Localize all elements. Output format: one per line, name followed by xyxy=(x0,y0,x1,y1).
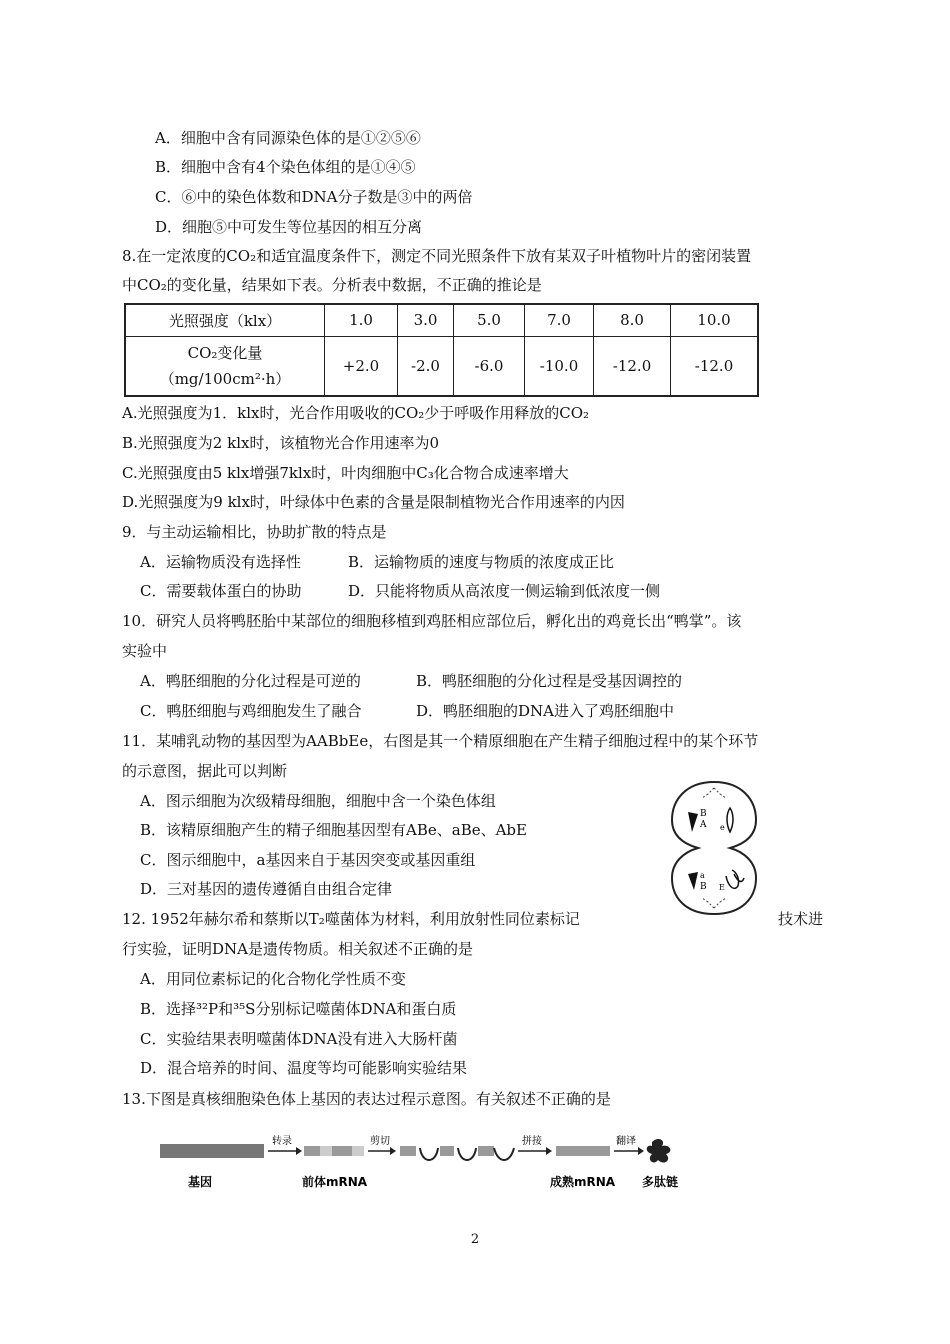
fig-label-b-top: B xyxy=(700,809,707,819)
q7-option-d: D．细胞⑤中可发生等位基因的相互分离 xyxy=(155,218,423,236)
q8-stem-line2: 中CO₂的变化量，结果如下表。分析表中数据，不正确的推论是 xyxy=(122,276,542,294)
step-translation-label: 翻译 xyxy=(616,1136,636,1147)
fig-label-a-bottom: a xyxy=(700,871,705,880)
step-join-label: 拼接 xyxy=(522,1136,542,1147)
table-row xyxy=(125,336,758,396)
light-intensity-header: 光照强度（klx） xyxy=(125,304,325,336)
q11-stem-line1: 11．某哺乳动物的基因型为AABbEe，右图是其一个精原细胞在产生精子细胞过程中的某个环节 xyxy=(122,732,759,750)
label-gene: 基因 xyxy=(188,1175,213,1189)
q9-option-c: C．需要载体蛋白的协助 xyxy=(140,582,302,600)
q11-option-d: D．三对基因的遗传遵循自由组合定律 xyxy=(140,880,393,898)
table-cell: 5.0 xyxy=(454,304,525,336)
fig-label-e-top: e xyxy=(720,823,725,832)
q12-option-d: D．混合培养的时间、温度等均可能影响实验结果 xyxy=(140,1059,468,1077)
q9-option-b: B．运输物质的速度与物质的浓度成正比 xyxy=(348,553,615,571)
q12-stem-line1: 12. 1952年赫尔希和蔡斯以T₂噬菌体为材料，利用放射性同位素标记 xyxy=(122,910,580,928)
label-polypeptide: 多肽链 xyxy=(642,1175,679,1189)
co2-label-line1: CO₂变化量 xyxy=(187,343,263,362)
q12-option-a: A．用同位素标记的化合物化学性质不变 xyxy=(140,970,406,988)
q11-option-a: A．图示细胞为次级精母细胞，细胞中含一个染色体组 xyxy=(140,792,496,810)
q8-data-table xyxy=(124,303,759,397)
q10-option-c: C．鸭胚细胞与鸡细胞发生了融合 xyxy=(140,702,362,720)
table-cell: -10.0 xyxy=(525,336,594,396)
co2-label-line2: （mg/100cm²·h） xyxy=(159,369,291,388)
step-splice-cut-label: 剪切 xyxy=(370,1136,390,1147)
q10-stem-line1: 10．研究人员将鸭胚胎中某部位的细胞移植到鸡胚相应部位后，孵化出的鸡竟长出“鸭掌”。该 xyxy=(122,612,742,630)
q11-stem-line2: 的示意图，据此可以判断 xyxy=(122,762,288,780)
q9-option-a: A．运输物质没有选择性 xyxy=(140,553,301,571)
page-number: 2 xyxy=(470,1232,480,1247)
q9-stem: 9．与主动运输相比，协助扩散的特点是 xyxy=(122,523,387,541)
table-cell: +2.0 xyxy=(325,336,398,396)
q10-option-b: B．鸭胚细胞的分化过程是受基因调控的 xyxy=(416,672,683,690)
q11-option-c: C．图示细胞中，a基因来自于基因突变或基因重组 xyxy=(140,851,476,869)
table-cell: -12.0 xyxy=(671,336,759,396)
fig-label-a-top: A xyxy=(700,820,707,830)
q8-option-c: C.光照强度由5 klx增强7klx时，叶肉细胞中C₃化合物合成速率增大 xyxy=(122,464,569,482)
table-cell: 10.0 xyxy=(671,304,759,336)
q9-option-d: D．只能将物质从高浓度一侧运输到低浓度一侧 xyxy=(348,582,661,600)
table-row xyxy=(125,304,758,336)
fig-label-e-bottom: E xyxy=(719,883,725,892)
q8-option-a: A.光照强度为1．klx时，光合作用吸收的CO₂少于呼吸作用释放的CO₂ xyxy=(122,404,590,422)
q7-option-c: C．⑥中的染色体数和DNA分子数是③中的两倍 xyxy=(155,188,473,206)
q12-option-c: C．实验结果表明噬菌体DNA没有进入大肠杆菌 xyxy=(140,1030,458,1048)
q7-option-b: B．细胞中含有4个染色体组的是①④⑤ xyxy=(155,158,416,176)
q8-option-d: D.光照强度为9 klx时，叶绿体中色素的含量是限制植物光合作用速率的内因 xyxy=(122,493,625,511)
q11-option-b: B．该精原细胞产生的精子细胞基因型有ABe、aBe、AbE xyxy=(140,821,527,839)
q7-option-a: A．细胞中含有同源染色体的是①②⑤⑥ xyxy=(155,129,421,147)
table-cell: -2.0 xyxy=(398,336,454,396)
co2-change-header xyxy=(125,336,325,396)
table-cell: -12.0 xyxy=(594,336,671,396)
cell-division-figure xyxy=(668,778,760,918)
label-pre-mrna: 前体mRNA xyxy=(302,1175,368,1189)
table-cell: 7.0 xyxy=(525,304,594,336)
table-cell: -6.0 xyxy=(454,336,525,396)
step-transcription-label: 转录 xyxy=(272,1136,292,1147)
label-mature-mrna: 成熟mRNA xyxy=(550,1175,616,1189)
table-cell: 3.0 xyxy=(398,304,454,336)
q12-stem-line1-end: 技术进 xyxy=(778,910,824,928)
table-cell: 8.0 xyxy=(594,304,671,336)
q8-stem-line1: 8.在一定浓度的CO₂和适宜温度条件下，测定不同光照条件下放有某双子叶植物叶片的密闭装置 xyxy=(122,247,752,265)
table-cell: 1.0 xyxy=(325,304,398,336)
q13-stem: 13.下图是真核细胞染色体上基因的表达过程示意图。有关叙述不正确的是 xyxy=(122,1090,611,1108)
q10-option-d: D．鸭胚细胞的DNA进入了鸡胚细胞中 xyxy=(416,702,675,720)
fig-label-b-bottom: B xyxy=(700,882,707,892)
q10-option-a: A．鸭胚细胞的分化过程是可逆的 xyxy=(140,672,361,690)
q8-option-b: B.光照强度为2 klx时，该植物光合作用速率为0 xyxy=(122,434,439,452)
q12-stem-line2: 行实验，证明DNA是遗传物质。相关叙述不正确的是 xyxy=(122,940,473,958)
q12-option-b: B．选择³²P和³⁵S分别标记噬菌体DNA和蛋白质 xyxy=(140,1000,457,1018)
gene-expression-diagram xyxy=(158,1134,688,1194)
q10-stem-line2: 实验中 xyxy=(122,642,168,660)
